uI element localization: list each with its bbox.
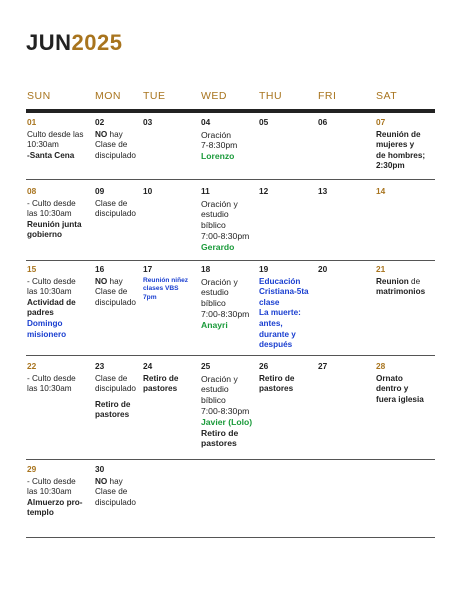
day-cell-30 — [95, 464, 141, 508]
day-cell-21 — [376, 264, 434, 298]
day-number: 16 — [95, 264, 105, 274]
event-text: Actividad de — [27, 297, 76, 307]
event-text: misionero — [27, 329, 67, 339]
event-text: discipulado — [95, 497, 136, 507]
event-text: Javier (Lolo) — [201, 416, 253, 427]
event-text: - Culto desde — [27, 276, 76, 286]
event-text: - Culto desde — [27, 373, 76, 383]
event-text: Clase de — [95, 198, 128, 208]
event-text: - Culto desde — [27, 198, 76, 208]
event-text: Reunión de — [376, 129, 421, 139]
day-number: 26 — [259, 361, 269, 371]
day-cell-05 — [259, 117, 313, 130]
event-text: Oración y — [201, 373, 238, 384]
day-number: 15 — [27, 264, 37, 274]
month-title — [26, 30, 122, 56]
day-cell-06 — [318, 117, 372, 130]
event-text: 7:00-8:30pm — [201, 405, 250, 416]
day-cell-04 — [201, 117, 255, 162]
event-text: estudio — [201, 384, 229, 395]
event-text: templo — [27, 508, 54, 518]
day-cell-01 — [27, 117, 91, 161]
day-cell-09 — [95, 186, 141, 220]
day-number: 17 — [143, 264, 153, 274]
event-text: NO — [95, 276, 108, 286]
event-text: gobierno — [27, 230, 63, 240]
day-number: 20 — [318, 264, 328, 274]
event-text: dentro y — [376, 384, 409, 394]
year-label: 2025 — [71, 30, 123, 55]
day-header-tue: TUE — [143, 90, 166, 102]
day-header-wed: WED — [201, 90, 227, 102]
event-text: clase — [259, 297, 280, 307]
month-label: JUN — [26, 30, 72, 55]
day-cell-19 — [259, 264, 315, 351]
event-text: 7:00-8:30pm — [201, 308, 250, 319]
week-divider — [26, 537, 435, 538]
event-text: Clase de — [95, 487, 128, 497]
day-number: 28 — [376, 361, 386, 371]
day-cell-23 — [95, 361, 141, 421]
event-text: NO — [95, 129, 108, 139]
event-text: bíblico — [201, 395, 226, 406]
event-text: bíblico — [201, 298, 226, 309]
event-text: hay — [107, 276, 123, 286]
event-text: padres — [27, 308, 54, 318]
day-number: 10 — [143, 186, 153, 196]
day-cell-03 — [143, 117, 197, 130]
event-text: discipulado — [95, 384, 136, 394]
event-text: fuera iglesia — [376, 394, 424, 404]
day-number: 02 — [95, 117, 105, 127]
day-number: 27 — [318, 361, 328, 371]
event-text: La muerte: — [259, 308, 301, 318]
day-number: 19 — [259, 264, 269, 274]
event-text: hay — [107, 129, 123, 139]
event-text: Oración y — [201, 198, 238, 209]
event-text: discipulado — [95, 297, 136, 307]
event-text: NO — [95, 476, 108, 486]
event-text: las 10:30am — [27, 487, 72, 497]
day-cell-18 — [201, 264, 255, 331]
event-text: Clase de — [95, 287, 128, 297]
event-text: pastores — [95, 410, 130, 420]
event-text: Culto desde las — [27, 129, 84, 139]
day-cell-17 — [143, 264, 199, 302]
day-cell-02 — [95, 117, 141, 161]
event-text: Retiro de — [201, 427, 239, 438]
week-divider — [26, 179, 435, 180]
event-text: Cristiana-5ta — [259, 287, 309, 297]
day-cell-13 — [318, 186, 372, 199]
day-cell-10 — [143, 186, 197, 199]
day-cell-25 — [201, 361, 257, 449]
day-number: 23 — [95, 361, 105, 371]
day-header-sun: SUN — [27, 90, 51, 102]
day-number: 04 — [201, 117, 211, 127]
day-number: 22 — [27, 361, 37, 371]
week-divider — [26, 355, 435, 356]
day-cell-27 — [318, 361, 372, 374]
day-cell-26 — [259, 361, 313, 395]
day-number: 11 — [201, 186, 210, 196]
event-text: Educación — [259, 276, 301, 286]
day-cell-12 — [259, 186, 313, 199]
day-number: 09 — [95, 186, 105, 196]
event-text: pastores — [143, 384, 178, 394]
event-text: bíblico — [201, 220, 226, 231]
event-text: discipulado — [95, 150, 136, 160]
event-text: 2:30pm — [376, 161, 405, 171]
event-text: Gerardo — [201, 241, 235, 252]
day-number: 21 — [376, 264, 386, 274]
day-number: 18 — [201, 264, 211, 274]
day-header-fri: FRI — [318, 90, 337, 102]
day-number: 05 — [259, 117, 269, 127]
event-text: Retiro de — [143, 373, 179, 383]
day-cell-20 — [318, 264, 372, 277]
day-number: 13 — [318, 186, 328, 196]
event-text: mujeres y — [376, 140, 415, 150]
event-text: -Santa Cena — [27, 150, 75, 160]
event-text: 7pm — [143, 293, 157, 301]
event-text: durante y — [259, 329, 296, 339]
event-text: las 10:30am — [27, 209, 72, 219]
event-text: estudio — [201, 287, 229, 298]
event-text: - Culto desde — [27, 476, 76, 486]
week-divider — [26, 459, 435, 460]
event-text: Almuerzo pro- — [27, 497, 83, 507]
day-cell-24 — [143, 361, 197, 395]
event-text: Oración — [201, 129, 232, 140]
event-text: hay — [107, 476, 123, 486]
event-text: estudio — [201, 209, 229, 220]
day-number: 12 — [259, 186, 269, 196]
day-header-mon: MON — [95, 90, 121, 102]
day-cell-11 — [201, 186, 255, 253]
event-text: Retiro de — [95, 399, 131, 409]
day-cell-28 — [376, 361, 434, 405]
event-text: Ornato — [376, 373, 403, 383]
event-text: las 10:30am — [27, 384, 72, 394]
event-text: Reunion — [376, 276, 409, 286]
event-text: las 10:30am — [27, 287, 72, 297]
week-divider — [26, 260, 435, 261]
day-number: 06 — [318, 117, 328, 127]
day-cell-15 — [27, 264, 91, 340]
day-number: 30 — [95, 464, 105, 474]
event-text: después — [259, 340, 293, 350]
event-text: Anayri — [201, 319, 228, 330]
event-text: de — [408, 276, 421, 286]
event-text: pastores — [259, 384, 294, 394]
event-text: Reunión niñez — [143, 276, 189, 284]
event-text: Reunión junta — [27, 219, 82, 229]
event-text: Lorenzo — [201, 151, 235, 162]
event-text: Clase de — [95, 373, 128, 383]
day-cell-14 — [376, 186, 434, 199]
day-number: 14 — [376, 186, 386, 196]
event-text: Clase de — [95, 140, 128, 150]
day-cell-16 — [95, 264, 141, 308]
event-text: 10:30am — [27, 140, 59, 150]
event-text: pastores — [201, 438, 237, 449]
event-text: de hombres; — [376, 150, 426, 160]
header-rule — [26, 109, 435, 113]
day-cell-07 — [376, 117, 434, 172]
event-text: 7:00-8:30pm — [201, 230, 250, 241]
day-cell-08 — [27, 186, 91, 241]
event-text: matrimonios — [376, 287, 426, 297]
event-text: Domingo — [27, 318, 63, 328]
day-cell-29 — [27, 464, 91, 519]
event-text: Oración y — [201, 276, 238, 287]
event-text: 7-8:30pm — [201, 140, 238, 151]
event-text: discipulado — [95, 209, 136, 219]
day-number: 24 — [143, 361, 153, 371]
day-number: 29 — [27, 464, 37, 474]
day-header-thu: THU — [259, 90, 283, 102]
day-number: 07 — [376, 117, 386, 127]
day-cell-22 — [27, 361, 91, 395]
event-text: clases VBS — [143, 285, 179, 293]
day-header-sat: SAT — [376, 90, 398, 102]
event-text: antes, — [259, 318, 283, 328]
event-text: Retiro de — [259, 373, 295, 383]
day-number: 08 — [27, 186, 37, 196]
day-number: 25 — [201, 361, 211, 371]
day-number: 01 — [27, 117, 37, 127]
day-number: 03 — [143, 117, 153, 127]
